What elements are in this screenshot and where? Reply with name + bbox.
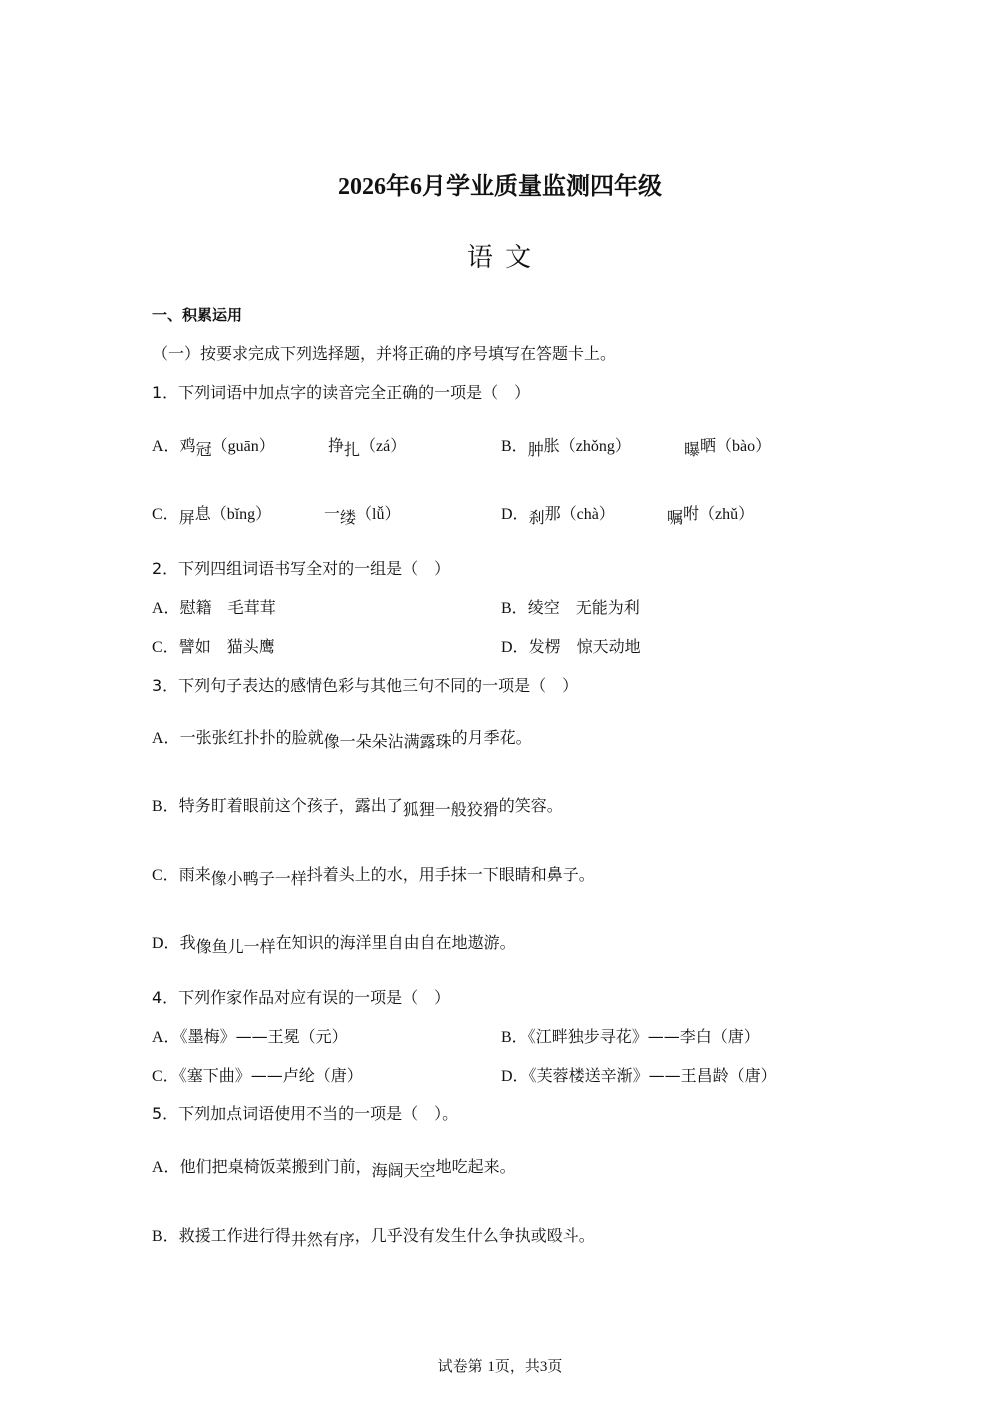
option-text: 绫空 无能为利 <box>527 598 640 617</box>
marked-phrase: 像鱼儿一样 <box>195 937 276 956</box>
pinyin: （bǐng） <box>210 506 272 523</box>
footer-total-pages: 3 <box>539 1359 548 1375</box>
q2-option-b <box>501 598 640 619</box>
pinyin: （bào） <box>716 438 772 455</box>
page-footer <box>0 1356 1000 1377</box>
option-text: 《墨梅》——王冕（元） <box>179 1027 348 1046</box>
q3-option-d <box>152 933 516 954</box>
section-heading: 一、积累运用 <box>152 306 243 324</box>
marked-phrase: 像小鸭子一样 <box>210 869 307 888</box>
marked-phrase: 狐狸一般狡猾 <box>402 800 499 819</box>
sentence-pre: 一张张红扑扑的脸就 <box>179 728 324 747</box>
word: 挣 <box>328 436 345 455</box>
marked-char: 扎 <box>344 440 361 459</box>
footer-pre: 试卷第 <box>437 1357 488 1375</box>
q1-option-a <box>152 436 275 457</box>
option-label: D． <box>501 1068 529 1085</box>
option-text: 慰籍 毛茸茸 <box>179 598 276 617</box>
pinyin: （lǚ） <box>356 506 401 523</box>
q3-option-b <box>152 796 563 817</box>
q2-option-d <box>501 637 641 658</box>
q5-option-a <box>152 1157 516 1178</box>
sentence-pre: 雨来 <box>178 865 211 884</box>
q5-option-b <box>152 1226 595 1247</box>
option-text: 发楞 惊天动地 <box>528 637 641 656</box>
option-label: A． <box>152 438 180 455</box>
option-text: 《塞下曲》——卢纶（唐） <box>178 1066 363 1085</box>
option-label: C． <box>152 506 179 523</box>
q2-stem: 2．下列四组词语书写全对的一组是（ ） <box>152 559 451 578</box>
marked-char: 刹 <box>528 508 545 527</box>
sentence-post: 抖着头上的水，用手抹一下眼睛和鼻子。 <box>306 865 595 884</box>
q4-stem: 4．下列作家作品对应有误的一项是（ ） <box>152 988 451 1007</box>
q4-option-b <box>501 1027 760 1048</box>
option-label: A． <box>152 1029 180 1046</box>
option-label: C． <box>152 639 179 656</box>
q1-option-d <box>501 504 615 525</box>
subject-title: 语 文 <box>466 243 534 273</box>
footer-post: 页 <box>547 1357 563 1375</box>
option-label: D． <box>501 506 529 523</box>
footer-mid: 页，共 <box>494 1357 540 1375</box>
option-text: 《江畔独步寻花》——李白（唐） <box>527 1027 760 1046</box>
option-label: B． <box>501 600 528 617</box>
marked-phrase: 像一朵朵沾满露珠 <box>323 732 452 751</box>
sentence-pre: 救援工作进行得 <box>178 1226 291 1245</box>
marked-char: 冠 <box>195 440 212 459</box>
option-text: 《芙蓉楼送辛渐》——王昌龄（唐） <box>528 1066 777 1085</box>
sentence-post: 的笑容。 <box>498 796 563 815</box>
exam-title: 2026年6月学业质量监测四年级 <box>338 174 662 200</box>
marked-phrase: 井然有序 <box>290 1230 355 1249</box>
word: 息 <box>194 504 211 523</box>
word: 那 <box>544 504 561 523</box>
option-label: D． <box>152 935 180 952</box>
q4-option-c <box>152 1066 363 1087</box>
q1-option-b-word2 <box>684 436 771 457</box>
footer-page-number: 1 <box>487 1359 495 1375</box>
marked-char: 肿 <box>527 440 544 459</box>
sentence-post: ，几乎没有发生什么争执或殴斗。 <box>354 1226 595 1245</box>
option-label: B． <box>152 798 179 815</box>
q1-option-a-word2 <box>328 436 406 457</box>
pinyin: （zhǒng） <box>559 438 631 455</box>
option-label: B． <box>501 438 528 455</box>
q3-stem: 3．下列句子表达的感情色彩与其他三句不同的一项是（ ） <box>152 676 579 695</box>
q4-option-a <box>152 1027 348 1048</box>
q5-stem: 5．下列加点词语使用不当的一项是（ ）。 <box>152 1104 459 1123</box>
word: 咐 <box>683 504 700 523</box>
option-label: B． <box>152 1228 179 1245</box>
option-text: 譬如 猫头鹰 <box>178 637 275 656</box>
option-label: A． <box>152 730 180 747</box>
word: 胀 <box>543 436 560 455</box>
marked-char: 屏 <box>178 508 195 527</box>
marked-phrase: 海阔天空 <box>371 1161 436 1180</box>
sentence-pre: 我 <box>179 933 196 952</box>
option-label: C． <box>152 867 179 884</box>
q1-option-d-word2 <box>667 504 754 525</box>
q2-option-a <box>152 598 276 619</box>
option-label: D． <box>501 639 529 656</box>
pinyin: （guān） <box>211 438 275 455</box>
q1-option-c-word2 <box>324 504 400 525</box>
q3-option-c <box>152 865 595 886</box>
q1-stem: 1．下列词语中加点字的读音完全正确的一项是（ ） <box>152 383 531 402</box>
q2-option-c <box>152 637 275 658</box>
sentence-pre: 特务盯着眼前这个孩子，露出了 <box>178 796 403 815</box>
q4-option-d <box>501 1066 777 1087</box>
marked-char: 曝 <box>684 440 701 459</box>
word: 鸡 <box>179 436 196 455</box>
marked-char: 缕 <box>340 508 357 527</box>
sentence-post: 在知识的海洋里自由自在地遨游。 <box>275 933 516 952</box>
pinyin: （zhǔ） <box>699 506 755 523</box>
section-intro: （一）按要求完成下列选择题，并将正确的序号填写在答题卡上。 <box>152 344 617 363</box>
option-label: B． <box>501 1029 528 1046</box>
pinyin: （chà） <box>560 506 615 523</box>
sentence-post: 的月季花。 <box>451 728 532 747</box>
option-label: A． <box>152 1159 180 1176</box>
pinyin: （zá） <box>360 438 407 455</box>
q1-option-b <box>501 436 631 457</box>
sentence-pre: 他们把桌椅饭菜搬到门前， <box>179 1157 372 1176</box>
q3-option-a <box>152 728 532 749</box>
option-label: C． <box>152 1068 179 1085</box>
word: 一 <box>324 504 341 523</box>
sentence-post: 地吃起来。 <box>435 1157 516 1176</box>
q1-option-c <box>152 504 271 525</box>
marked-char: 嘱 <box>667 508 684 527</box>
option-label: A． <box>152 600 180 617</box>
word: 晒 <box>700 436 717 455</box>
